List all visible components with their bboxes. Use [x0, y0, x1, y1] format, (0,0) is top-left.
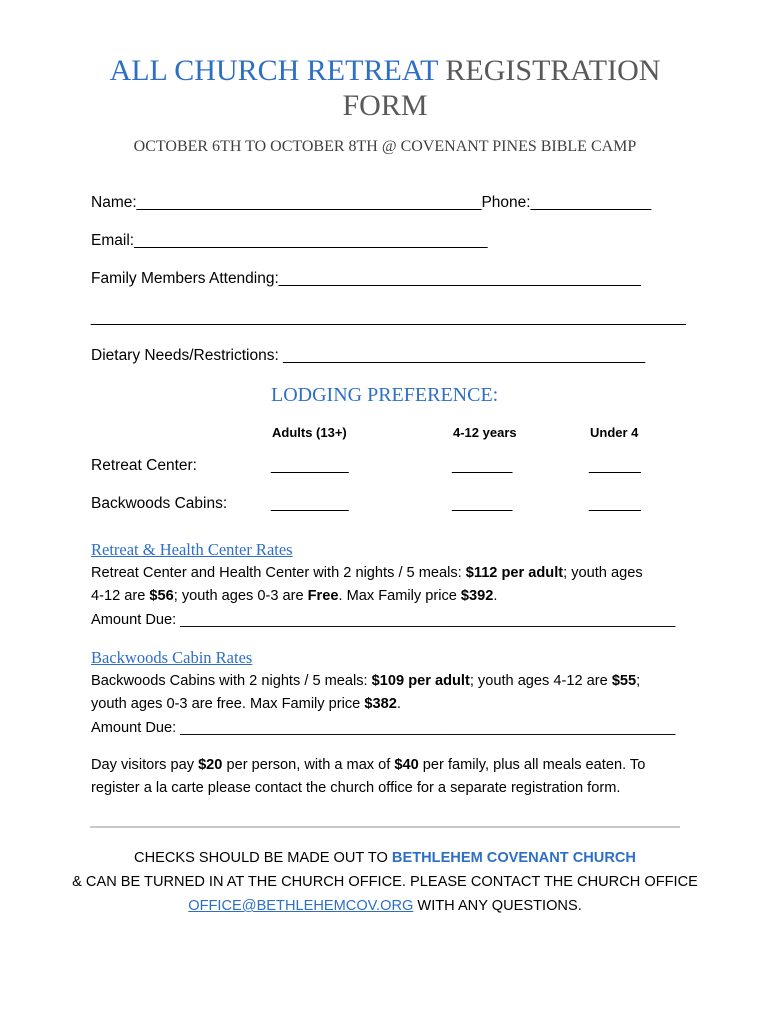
- name-phone-field[interactable]: Name:________________________________________Phone:______________: [91, 194, 652, 211]
- cabins-under4-blank[interactable]: ______: [589, 495, 641, 512]
- retreat-center-youth-blank[interactable]: _______: [452, 457, 513, 474]
- family-members-continuation[interactable]: _____________________________________________________________________: [91, 309, 686, 326]
- title-rest: REGISTRATION: [437, 54, 661, 87]
- email-field[interactable]: Email:_________________________________________: [91, 232, 488, 249]
- day-visitors-line2: register a la carte please contact the church office for a separate registration form.: [91, 780, 621, 796]
- retreat-center-under4-blank[interactable]: ______: [589, 457, 641, 474]
- form-title: [0, 54, 770, 88]
- retreat-rates-line2: 4-12 are $56; youth ages 0-3 are Free. Max Family price $392.: [91, 588, 498, 604]
- lodging-heading: LODGING PREFERENCE:: [271, 384, 499, 406]
- cabin-rates-heading: Backwoods Cabin Rates: [91, 648, 253, 667]
- row-label-backwoods-cabins: Backwoods Cabins:: [91, 495, 228, 512]
- retreat-rates-line1: Retreat Center and Health Center with 2 nights / 5 meals: $112 per adult; youth ages: [91, 565, 643, 581]
- cabin-rates-line1: Backwoods Cabins with 2 nights / 5 meals: $109 per adult; youth ages 4-12 are $55;: [91, 673, 641, 689]
- retreat-center-adults-blank[interactable]: _________: [271, 457, 349, 474]
- column-adults: Adults (13+): [272, 425, 347, 440]
- family-members-field[interactable]: Family Members Attending:__________________________________________: [91, 270, 641, 287]
- dietary-needs-field[interactable]: Dietary Needs/Restrictions: __________________________________________: [91, 347, 646, 364]
- column-4-12-years: 4-12 years: [453, 425, 517, 440]
- cabin-rates-line2: youth ages 0-3 are free. Max Family price $382.: [91, 696, 401, 712]
- row-label-retreat-center: Retreat Center:: [91, 457, 197, 474]
- column-under-4: Under 4: [590, 425, 639, 440]
- cabins-youth-blank[interactable]: _______: [452, 495, 513, 512]
- day-visitors-line1: Day visitors pay $20 per person, with a max of $40 per family, plus all meals eaten. To: [91, 757, 646, 773]
- footer-line3: OFFICE@BETHLEHEMCOV.ORG WITH ANY QUESTIONS.: [188, 898, 582, 914]
- cabins-adults-blank[interactable]: _________: [271, 495, 349, 512]
- office-email-link[interactable]: OFFICE@BETHLEHEMCOV.ORG: [188, 898, 414, 914]
- footer-line1: CHECKS SHOULD BE MADE OUT TO BETHLEHEM COVENANT CHURCH: [134, 850, 636, 866]
- footer-line2: & CAN BE TURNED IN AT THE CHURCH OFFICE. PLEASE CONTACT THE CHURCH OFFICE: [72, 874, 698, 890]
- event-subtitle: OCTOBER 6TH TO OCTOBER 8TH @ COVENANT PINES BIBLE CAMP: [133, 138, 637, 155]
- section-divider: [90, 826, 680, 828]
- form-title-line2: FORM: [342, 89, 428, 122]
- title-highlight: ALL CHURCH RETREAT: [109, 54, 438, 87]
- cabin-amount-due-field[interactable]: Amount Due: _____________________________________________________________: [91, 720, 676, 736]
- retreat-amount-due-field[interactable]: Amount Due: _____________________________________________________________: [91, 612, 676, 628]
- retreat-rates-heading: Retreat & Health Center Rates: [91, 540, 293, 559]
